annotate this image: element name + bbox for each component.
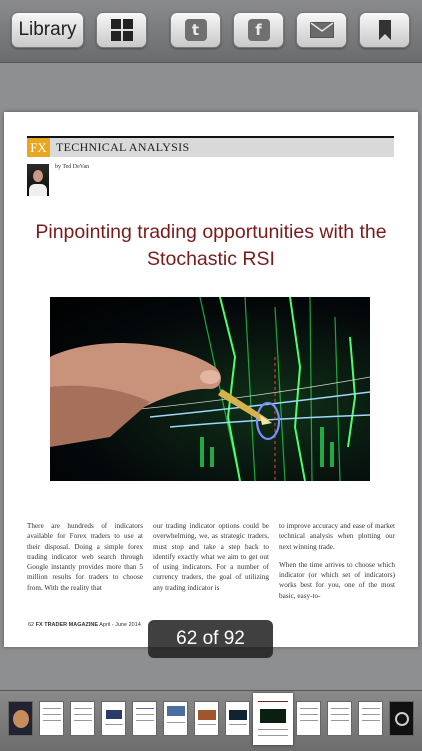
page-thumbnail[interactable] (163, 701, 188, 736)
page-thumbnail-strip[interactable] (0, 690, 422, 751)
footer-magazine: FX TRADER MAGAZINE (35, 622, 98, 628)
grid-view-button[interactable] (96, 12, 147, 48)
section-title: TECHNICAL ANALYSIS (56, 140, 190, 154)
facebook-share-button[interactable] (233, 12, 284, 48)
page-counter: 62 of 92 (148, 620, 273, 658)
facebook-icon: f (248, 19, 270, 41)
top-toolbar (0, 0, 422, 63)
article-paragraph: There are hundreds of indicators available for Forex traders to use at their disposal. Doing a simple forex trading indicator web search through Google instantly provides more than 5 million results for traders to choose from. With the reality that (27, 522, 143, 592)
article-paragraph: When the time arrives to choose which indicator (or which set of indicators) works best for you, one of the most basic, easy-to- (279, 560, 395, 600)
page-thumbnail[interactable] (8, 701, 33, 736)
article-body (27, 521, 397, 609)
section-header (27, 136, 394, 157)
twitter-icon: t (185, 19, 207, 41)
mail-share-button[interactable] (296, 12, 347, 48)
library-button[interactable]: Library (11, 12, 84, 48)
footer-date: April - June 2014 (99, 622, 141, 628)
page-thumbnail[interactable] (39, 701, 64, 736)
article-paragraph: our trading indicator options could be overwhelming, we, as strategic traders, must stop and take a step back to identify exactly what we aim to get out of using indicators. For a number of currency traders, the goal of utilizing any trading indicator is (153, 522, 269, 592)
page-thumbnail[interactable] (132, 701, 157, 736)
twitter-share-button[interactable] (170, 12, 221, 48)
article-column-2 (153, 521, 269, 609)
page-thumbnail[interactable] (296, 701, 321, 736)
page-thumbnail[interactable] (327, 701, 352, 736)
page-footer (28, 622, 141, 628)
author-byline: by Ted DeVan (55, 164, 90, 170)
mail-icon (310, 22, 334, 38)
article-paragraph: to improve accuracy and ease of market technical analysis when plotting our next winning trade. (279, 522, 395, 551)
page-thumbnail[interactable] (70, 701, 95, 736)
article-hero-image (50, 297, 370, 481)
magazine-page[interactable] (4, 112, 418, 647)
bookmark-icon (378, 20, 392, 40)
page-thumbnail[interactable] (389, 701, 414, 736)
article-column-1 (27, 521, 143, 609)
page-thumbnail-current[interactable] (253, 693, 293, 745)
page-thumbnail[interactable] (194, 701, 219, 736)
author-photo (27, 164, 49, 196)
page-thumbnail[interactable] (225, 701, 250, 736)
article-column-3 (279, 521, 395, 609)
page-thumbnail[interactable] (101, 701, 126, 736)
page-thumbnail[interactable] (358, 701, 383, 736)
article-headline: Pinpointing trading opportunities with the Stochastic RSI (35, 221, 387, 270)
grid-icon (111, 19, 133, 41)
section-badge: FX (27, 138, 50, 157)
footer-page-number: 62 (28, 622, 35, 628)
bookmark-button[interactable] (359, 12, 410, 48)
